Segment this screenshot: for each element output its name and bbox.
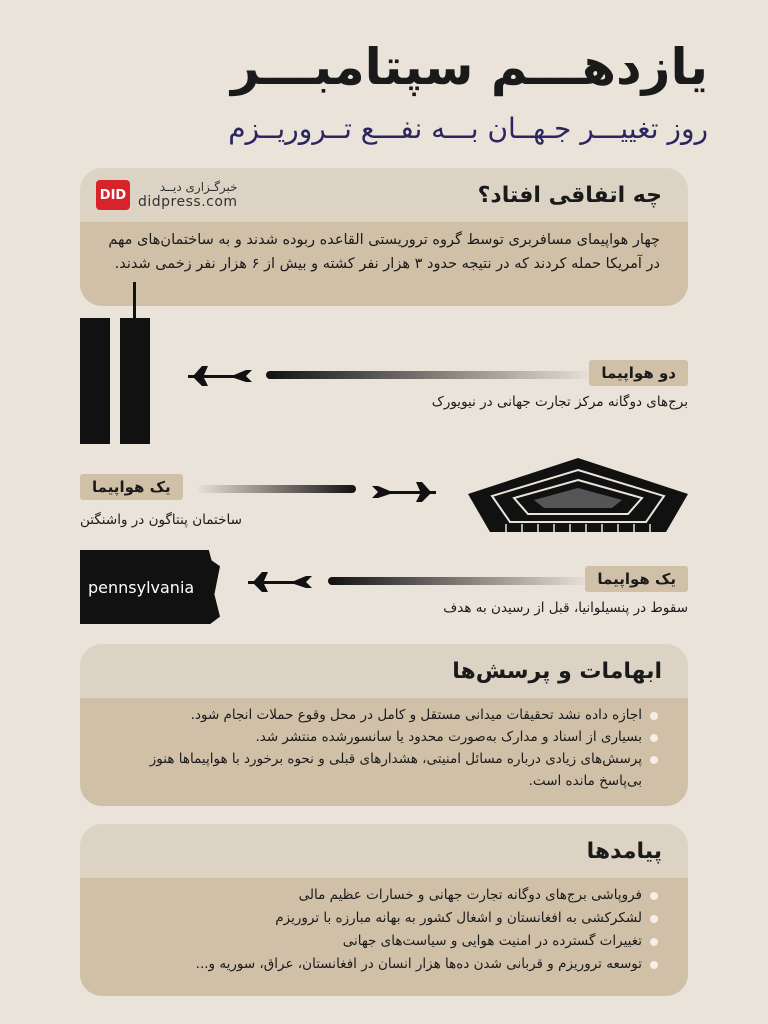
page-title: یازدهـــم سپتامبـــر <box>230 38 708 96</box>
ambiguities-body <box>80 698 688 806</box>
logo-url: didpress.com <box>138 194 238 210</box>
ambiguities-list <box>104 704 660 792</box>
airplane-icon <box>186 362 260 388</box>
event-2-desc: ساختمان پنتاگون در واشنگتن <box>80 512 242 528</box>
airplane-icon <box>246 568 320 594</box>
logo-mark-icon: DID <box>96 180 130 210</box>
consequences-header <box>80 824 688 878</box>
airplane-icon <box>364 478 438 504</box>
logo-name-fa: خبرگـزاری دیــد <box>159 180 238 194</box>
what-happened-heading: چه اتفاقی افتاد؟ <box>477 182 662 208</box>
list-item: بسیاری از اسناد و مدارک به‌صورت محدود یا سانسورشده منتشر شد. <box>104 726 660 748</box>
list-item: اجازه داده نشد تحقیقات میدانی مستقل و کامل در محل وقوع حملات انجام شود. <box>104 704 660 726</box>
ambiguities-panel <box>80 644 688 806</box>
logo-text <box>138 180 238 210</box>
consequences-heading: پیامدها <box>586 838 662 864</box>
event-2-label: یک هواپیما <box>80 474 183 500</box>
ambiguities-heading: ابهامات و پرسش‌ها <box>452 658 662 684</box>
pentagon-icon <box>466 456 690 534</box>
event-3-label: یک هواپیما <box>585 566 688 592</box>
consequences-list <box>104 884 660 976</box>
list-item: توسعه تروریزم و قربانی شدن ده‌ها هزار انسان در افغانستان، عراق، سوریه و... <box>104 953 660 976</box>
twin-towers-icon <box>78 282 154 444</box>
event-1-label: دو هواپیما <box>589 360 688 386</box>
flight-trail <box>328 577 590 585</box>
event-3-desc: سقوط در پنسیلوانیا، قبل از رسیدن به هدف <box>443 600 688 616</box>
what-happened-body <box>80 222 688 306</box>
consequences-panel <box>80 824 688 996</box>
page-subtitle: روز تغییـــر جـهــان بـــه نفـــع تــروریــزم <box>228 112 708 145</box>
list-item: پرسش‌های زیادی درباره مسائل امنیتی، هشدارهای قبلی و نحوه برخورد با هواپیماها هنوز بی‌پاسخ مانده است. <box>104 748 660 792</box>
map-label: pennsylvania <box>88 578 195 597</box>
what-happened-text: چهار هواپیمای مسافربری توسط گروه تروریستی القاعده ربوده شدند و به ساختمان‌های مهم در آمریکا حمله کردند که در نتیجه حدود ۳ هزار نفر کشته و بیش از ۶ هزار نفر زخمی شدند. <box>108 232 660 272</box>
flight-trail <box>196 485 356 493</box>
list-item: فروپاشی برج‌های دوگانه تجارت جهانی و خسارات عظیم مالی <box>104 884 660 907</box>
consequences-body <box>80 878 688 996</box>
didpress-logo[interactable] <box>96 180 238 210</box>
event-1-desc: برج‌های دوگانه مرکز تجارت جهانی در نیویورک <box>431 394 688 410</box>
list-item: لشکرکشی به افغانستان و اشغال کشور به بهانه مبارزه با تروریزم <box>104 907 660 930</box>
list-item: تغییرات گسترده در امنیت هوایی و سیاست‌های جهانی <box>104 930 660 953</box>
flight-trail <box>266 371 596 379</box>
ambiguities-header <box>80 644 688 698</box>
